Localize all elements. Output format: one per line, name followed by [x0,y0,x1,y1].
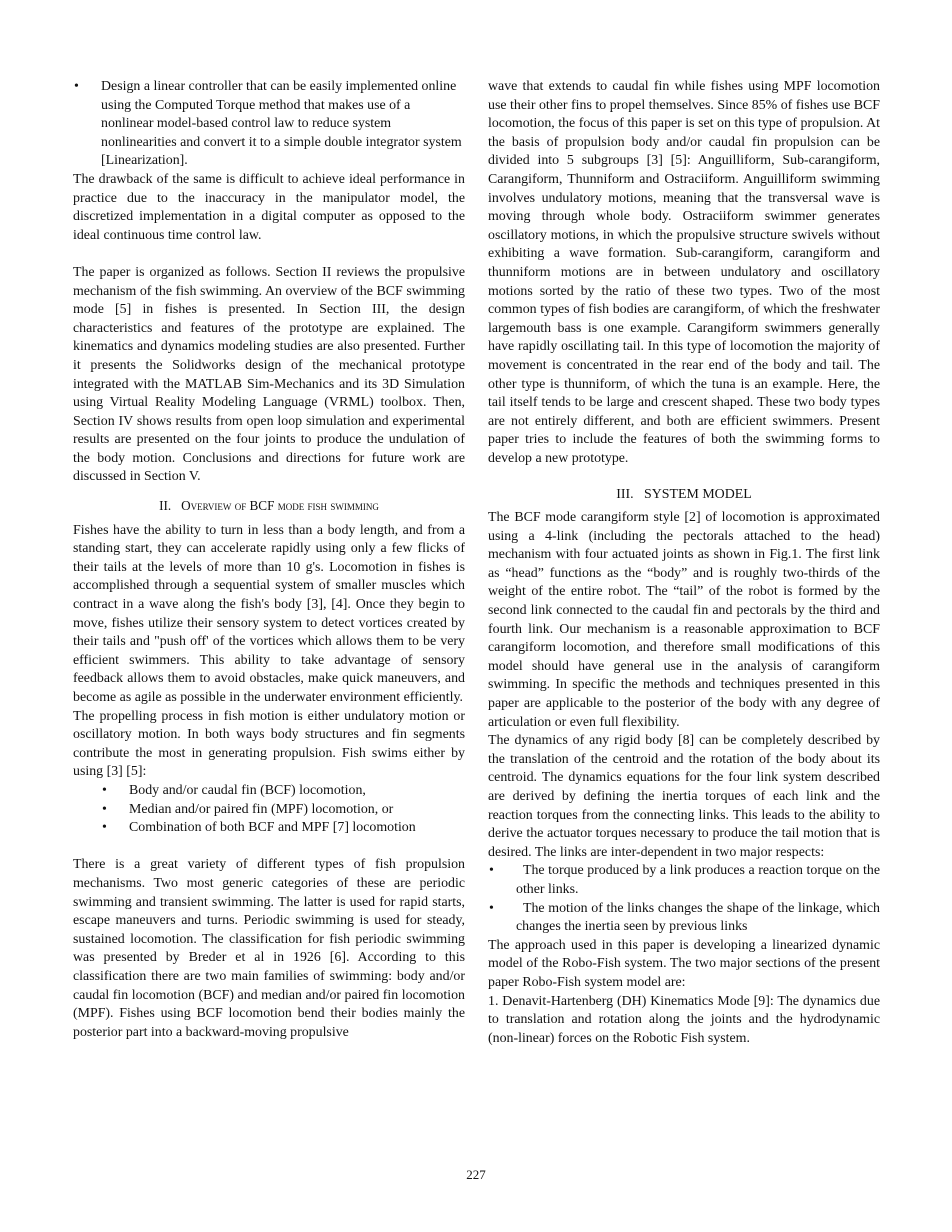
intro-bullet-item: • Design a linear controller that can be easily implemented online using the Computed Torque method that makes use of a nonlinear model-based control law to reduce system nonlinearities and convert it to a simple double integrator system [Linearization]. [73,78,465,171]
drawback-paragraph: The drawback of the same is difficult to achieve ideal performance in practice due to the inaccuracy in the manipulator model, the discretized implementation in a digital computer as opposed to the ideal continuous time control law. [73,171,465,243]
link-interdependence-item: • The torque produced by a link produces a reaction torque on the other links. [488,862,880,899]
section-3-paragraph-3: The approach used in this paper is developing a linearized dynamic model of the Robo-Fish system. The two major sections of the present paper Robo-Fish system model are: [488,937,880,990]
continuation-paragraph: wave that extends to caudal fin while fishes using MPF locomotion use their other fins to propel themselves. Since 85% of fishes use BCF locomotion, the focus of this paper is set on this type of propulsion. At the basis of propulsion body and/or caudal fin propulsion can be divided into 5 subgroups [3] [5]: Anguilliform, Sub-carangiform, Carangiform, Thunniform and Ostraciiform. Anguilliform swimming involves undulatory motions, meaning that the transversal wave is moving through whole body. Ostraciiform swimmer generates oscillatory motions, in which the propulsive structure swivels without exhibiting a wave formation. Sub-carangiform, carangiform and thunniform motions are in between undulatory and oscillatory motions sorted by the ratio of these two types. Two of the most common types of fish bodies are carangiform, of which the freshwater largemouth bass is one example. Carangiform swimmers generally have rapidly oscillating tail. In this type of locomotion the majority of movement is concentrated in the rear end of the body and tail. The other type is thunniform, of which the tuna is an example. Here, the tail itself tends to be large and crescent shaped. These two body types are not entirely different, and both are efficient swimmers. Present paper tries to include the features of both the swimming forms to develop a new prototype. [488,79,880,466]
swim-mode-item: • Combination of both BCF and MPF [7] locomotion [73,819,465,838]
intro-bullet-list [73,78,465,171]
paragraph-gap [73,838,465,857]
section-3-numbered-item-1: 1. Denavit-Hartenberg (DH) Kinematics Mode [9]: The dynamics due to translation and rotation along the joints and the hydrodynamic (non-linear) forces on the Robotic Fish system. [488,993,880,1046]
right-column [488,78,880,1048]
section-2-title: Overview of BCF mode fish swimming [181,498,379,514]
link-interdependence-item: • The motion of the links changes the shape of the linkage, which changes the inertia seen by previous links [488,900,880,937]
section-3-number: III. [616,487,634,503]
section-2-number: II. [159,498,172,514]
link-interdependence-list [488,862,880,936]
swim-mode-list [73,782,465,838]
swim-mode-item: • Median and/or paired fin (MPF) locomotion, or [73,801,465,820]
paragraph-gap [73,245,465,264]
page-number: 227 [466,1167,486,1182]
section-2-paragraph-2: The propelling process in fish motion is either undulatory motion or oscillatory motion. In both ways body structures and fin segments contribute the most in generating propulsion. Fish swims either by using [3] [5]: [73,708,465,780]
section-3-heading [488,486,880,505]
organization-paragraph: The paper is organized as follows. Section II reviews the propulsive mechanism of the fish swimming. An overview of the BCF swimming mode [5] in fishes is presented. In Section III, the design characteristics and features of the prototype are explained. The kinematics and dynamics modeling studies are also presented. Further it presents the Solidworks design of the mechanical prototype integrated with the MATLAB Sim-Mechanics and its 3D Simulation using Virtual Reality Modeling Language (VRML) toolbox. Then, Section IV shows results from open loop simulation and experimental results are presented on the four joints to produce the undulation of the body motion. Conclusions and directions for future work are discussed in Section V. [73,264,465,485]
section-2-heading [73,497,465,516]
section-3-paragraph-2: The dynamics of any rigid body [8] can be completely described by the translation of the centroid and the rotation of the body about its centroid. The dynamics equations for the four link system described are derived by defining the inertia torques of each link and the reaction torques from the connecting links. This leads to the ability to derive the actuator torques necessary to produce the tail motion that is desired. The links are inter-dependent in two major respects: [488,733,880,860]
section-2-paragraph-1: Fishes have the ability to turn in less than a body length, and from a standing start, they can accelerate rapidly using only a few flicks of their tails at the levels of more than 10 g's. Locomotion in fishes is accomplished through a sequential system of smaller muscles which contract in a wave along the fish's body [3], [4]. Once they begin to move, fishes utilize their sensory system to detect vortices created by their tails and "push off' of the vortices which allows them to be very efficient swimmers. This ability to take advantage of sensory feedback allows them to avoid obstacles, make quick maneuvers, and become as agile as possible in the underwater environment efficiently. [73,522,465,705]
section-2-paragraph-3: There is a great variety of different types of fish propulsion mechanisms. Two most generic categories of these are periodic swimming and transient swimming. The latter is used for rapid starts, escape maneuvers and turns. Periodic swimming is used for steady, sustained locomotion. The classification for fish periodic swimming was presented by Breder et al in 1926 [6]. According to this classification there are two main families of swimming: body and/or caudal fin locomotion (BCF) and median and/or paired fin locomotion (MPF). Fishes using BCF locomotion bend their bodies mainly the posterior part into a backward-moving propulsive [73,857,465,1040]
section-3-paragraph-1: The BCF mode carangiform style [2] of locomotion is approximated using a 4-link (including the pectorals attached to the head) mechanism with four actuated joints as shown in Fig.1. The first link as “head” functions as the “body” and is roughly two-thirds of the weight of the entire robot. The “tail” of the robot is formed by the second link connected to the caudal fin and pectorals by the third and fourth link. Our mechanism is a reasonable approximation to BCF carangiform locomotion, and therefore small modifications of this model should have general use in the analysis of carangiform swimming. In specific the methods and techniques presented in this paper are applicable to the posterior of the body with any degree of articulation or even full flexibility. [488,510,880,730]
section-3-title: SYSTEM MODEL [644,487,752,503]
swim-mode-item: • Body and/or caudal fin (BCF) locomotion, [73,782,465,801]
left-column [73,78,465,1042]
